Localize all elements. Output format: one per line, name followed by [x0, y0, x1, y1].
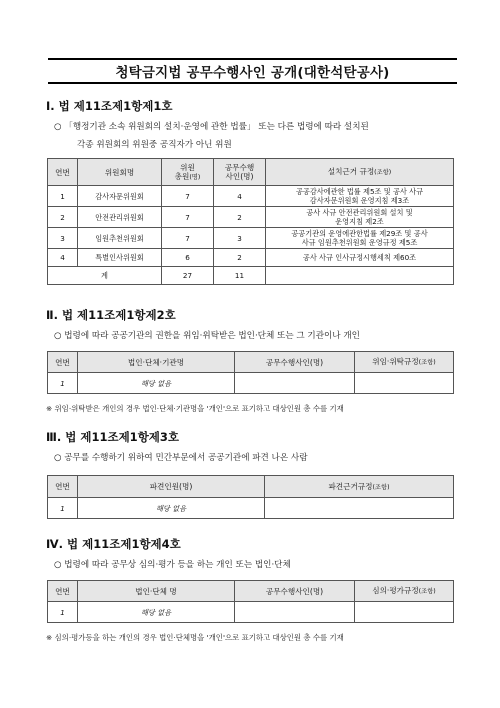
row-private: 4: [214, 186, 266, 207]
table-row: [48, 249, 454, 267]
row-no: 1: [48, 186, 78, 207]
section-1-desc-line1: ○ 「행정기관 소속 위원회의 설치·운영에 관한 법률」 또는 다른 법령에 따라 설치된: [54, 122, 369, 132]
col-org-name: 법인·단체 명: [78, 581, 235, 602]
review-table: [47, 580, 454, 623]
row-basis: 공사 사규 인사규정시행세칙 제60조: [266, 249, 454, 267]
col-review-basis: 심의·평가규정(조항): [355, 581, 454, 602]
section-2-description: ○ 법령에 따라 공공기관의 권한을 위임·위탁받은 법인·단체 또는 그 기관이나 개인: [54, 331, 360, 341]
row-no: 4: [48, 249, 78, 267]
col-org-name: 법인·단체·기관명: [78, 352, 235, 373]
row-count: [235, 373, 355, 394]
table-row: [48, 186, 454, 207]
page-title: 청탁금지법 공무수행사인 공개(대한석탄공사): [48, 58, 457, 84]
section-4-heading: Ⅳ. 법 제11조제1항제4호: [46, 537, 181, 551]
sum-label: 계: [48, 267, 162, 285]
col-dispatch-count: 파견인원(명): [78, 476, 265, 498]
section-3-description: ○ 공무를 수행하기 위하여 민간부문에서 공공기관에 파견 나온 사람: [54, 453, 308, 463]
sum-private: 11: [214, 267, 266, 285]
section-2-note: ※ 위임·위탁받은 개인의 경우 법인·단체·기관명을 '개인'으로 표기하고 대상인원 총 수를 기재: [46, 404, 344, 413]
row-no: 1: [48, 602, 78, 623]
row-no: 1: [48, 498, 78, 519]
committee-table: [47, 158, 454, 285]
row-count: [235, 602, 355, 623]
row-name: 특별인사위원회: [78, 249, 162, 267]
row-total: 6: [162, 249, 214, 267]
col-dispatch-basis: 파견근거규정(조항): [265, 476, 454, 498]
row-total: 7: [162, 207, 214, 228]
sum-basis: [266, 267, 454, 285]
row-name: 해당 없음: [78, 373, 235, 394]
col-private-count: 공무수행사인(명): [235, 352, 355, 373]
row-no: 3: [48, 228, 78, 249]
col-no: 연번: [48, 581, 78, 602]
table-row: [48, 498, 454, 519]
row-name: 해당 없음: [78, 602, 235, 623]
delegation-table: [47, 351, 454, 394]
col-basis: 설치근거 규정(조항): [266, 159, 454, 186]
table-row: [48, 373, 454, 394]
col-private-count: 공무수행사인(명): [235, 581, 355, 602]
section-1-desc-line2: 각종 위원회의 위원중 공직자가 아닌 위원: [77, 140, 232, 150]
row-private: 3: [214, 228, 266, 249]
col-no: 연번: [48, 352, 78, 373]
col-committee-name: 위원회명: [78, 159, 162, 186]
row-basis: [355, 373, 454, 394]
row-name: 임원추천위원회: [78, 228, 162, 249]
sum-total: 27: [162, 267, 214, 285]
row-name: 안전관리위원회: [78, 207, 162, 228]
dispatch-table: [47, 475, 454, 519]
section-1-description: [54, 118, 369, 154]
section-2-heading: Ⅱ. 법 제11조제1항제2호: [46, 308, 176, 322]
row-basis: 공공감사에관한 법률 제5조 및 공사 사규 감사자문위원회 운영지침 제3조: [266, 186, 454, 207]
row-basis: [265, 498, 454, 519]
table-sum-row: [48, 267, 454, 285]
row-private: 2: [214, 249, 266, 267]
col-total-members: 위원 총원(명): [162, 159, 214, 186]
row-basis: [355, 602, 454, 623]
section-4-note: ※ 심의·평가등을 하는 개인의 경우 법인·단체명을 '개인'으로 표기하고 대상인원 총 수를 기재: [46, 633, 344, 642]
row-total: 7: [162, 186, 214, 207]
table-row: [48, 207, 454, 228]
table-row: [48, 228, 454, 249]
section-3-heading: Ⅲ. 법 제11조제1항제3호: [46, 430, 180, 444]
section-1-heading: Ⅰ. 법 제11조제1항제1호: [46, 99, 173, 113]
row-basis: 공사 사규 안전관리위원회 설치 및 운영지침 제2조: [266, 207, 454, 228]
row-no: 2: [48, 207, 78, 228]
row-total: 7: [162, 228, 214, 249]
section-4-description: ○ 법령에 따라 공무상 심의·평가 등을 하는 개인 또는 법인·단체: [54, 560, 291, 570]
col-delegation-basis: 위임·위탁규정(조항): [355, 352, 454, 373]
row-no: 1: [48, 373, 78, 394]
col-no: 연번: [48, 476, 78, 498]
row-count: 해당 없음: [78, 498, 265, 519]
row-private: 2: [214, 207, 266, 228]
row-basis: 공공기관의 운영에관한법률 제29조 및 공사 사규 임원추천위원회 운영규정 제5조: [266, 228, 454, 249]
row-name: 감사자문위원회: [78, 186, 162, 207]
col-private-members: 공무수행 사인(명): [214, 159, 266, 186]
table-row: [48, 602, 454, 623]
col-no: 연번: [48, 159, 78, 186]
